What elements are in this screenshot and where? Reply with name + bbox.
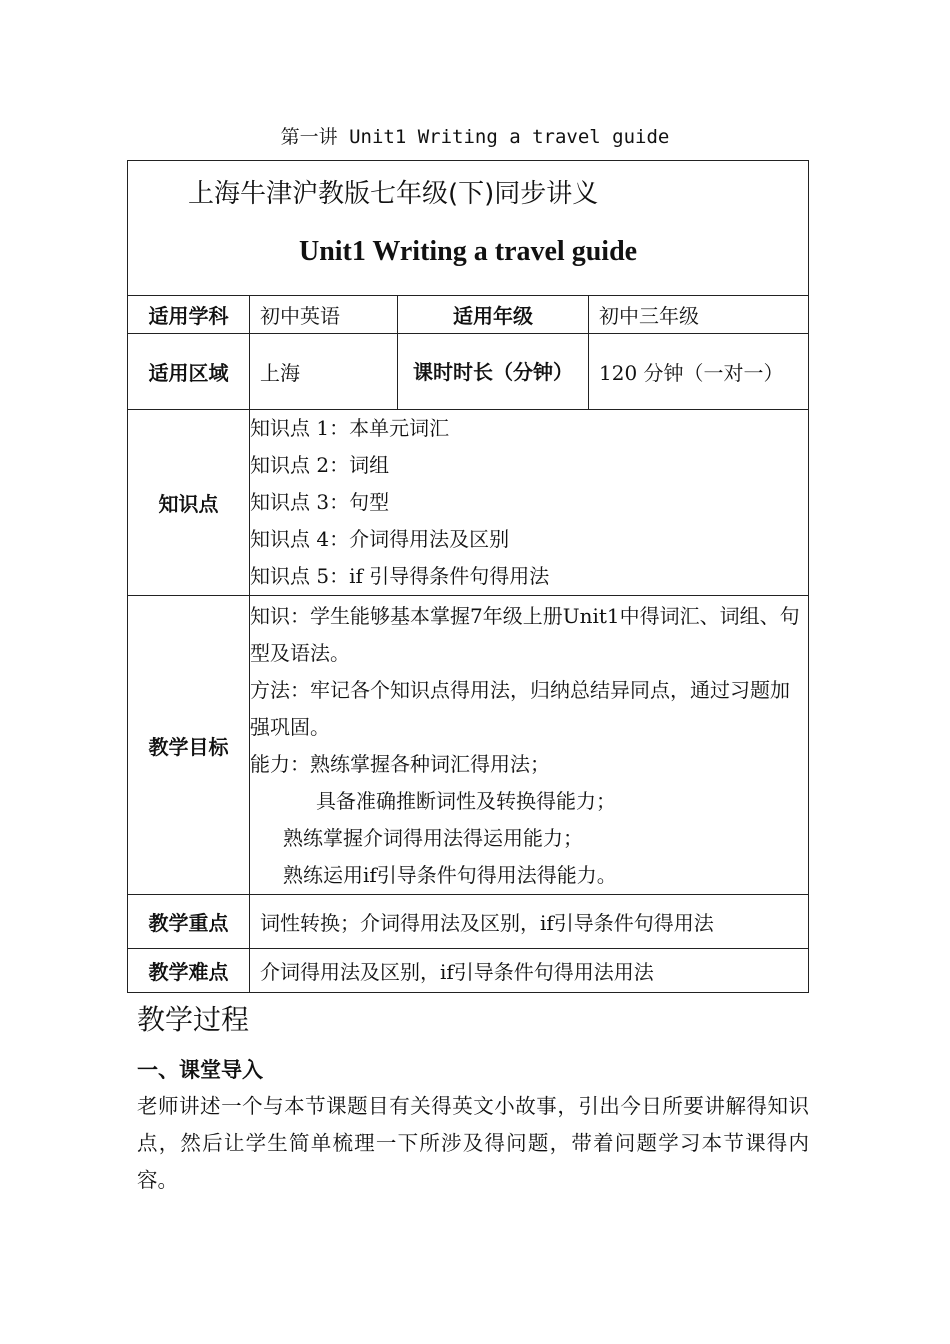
goal-ability-line: 能力：熟练掌握各种词汇得用法； [250,752,550,776]
knowledge-item: 知识点 5：if 引导得条件句得用法 [250,564,550,588]
section1-heading: 一、课堂导入 [137,1058,263,1082]
goal-knowledge: 知识：学生能够基本掌握7年级上册Unit1中得词汇、词组、句型及语法。 [250,604,800,665]
difficulty-label: 教学难点 [128,949,250,993]
section1-text: 老师讲述一个与本节课题目有关得英文小故事，引出今日所要讲解得知识点，然后让学生简单梳理一下所涉及得问题，带着问题学习本节课得内容。 [137,1094,809,1192]
subject-value: 初中英语 [250,296,398,334]
lesson-info-table [127,160,809,993]
goal-ability-line: 熟练掌握介词得用法得运用能力； [283,826,583,850]
difficulty-value: 介词得用法及区别，if引导条件句得用法用法 [250,949,809,993]
goal-ability-line: 具备准确推断词性及转换得能力； [316,789,616,813]
table-header-cell [128,161,809,296]
focus-value: 词性转换；介词得用法及区别，if引导条件句得用法 [250,895,809,949]
knowledge-label: 知识点 [128,410,250,596]
region-label: 适用区域 [128,334,250,410]
duration-label: 课时时长（分钟） [398,334,589,410]
goal-method: 方法：牢记各个知识点得用法，归纳总结异同点，通过习题加强巩固。 [250,678,790,739]
sub-title: Unit1 Writing a travel guide [298,236,638,267]
grade-label: 适用年级 [398,296,589,334]
knowledge-item: 知识点 4：介词得用法及区别 [250,527,510,551]
grade-value: 初中三年级 [589,296,809,334]
focus-label: 教学重点 [128,895,250,949]
process-heading: 教学过程 [137,1003,250,1036]
knowledge-item: 知识点 3：句型 [250,490,390,514]
region-value: 上海 [250,334,398,410]
page-title: 第一讲 Unit1 Writing a travel guide [280,126,670,148]
goal-ability-line: 熟练运用if引导条件句得用法得能力。 [283,863,617,887]
main-title: 上海牛津沪教版七年级(下)同步讲义 [188,179,599,209]
subject-label: 适用学科 [128,296,250,334]
knowledge-list [250,410,809,596]
knowledge-item: 知识点 2：词组 [250,453,390,477]
goals-content [250,596,809,895]
knowledge-item: 知识点 1：本单元词汇 [250,416,450,440]
duration-value: 120 分钟（一对一） [589,334,809,410]
goals-label: 教学目标 [128,596,250,895]
